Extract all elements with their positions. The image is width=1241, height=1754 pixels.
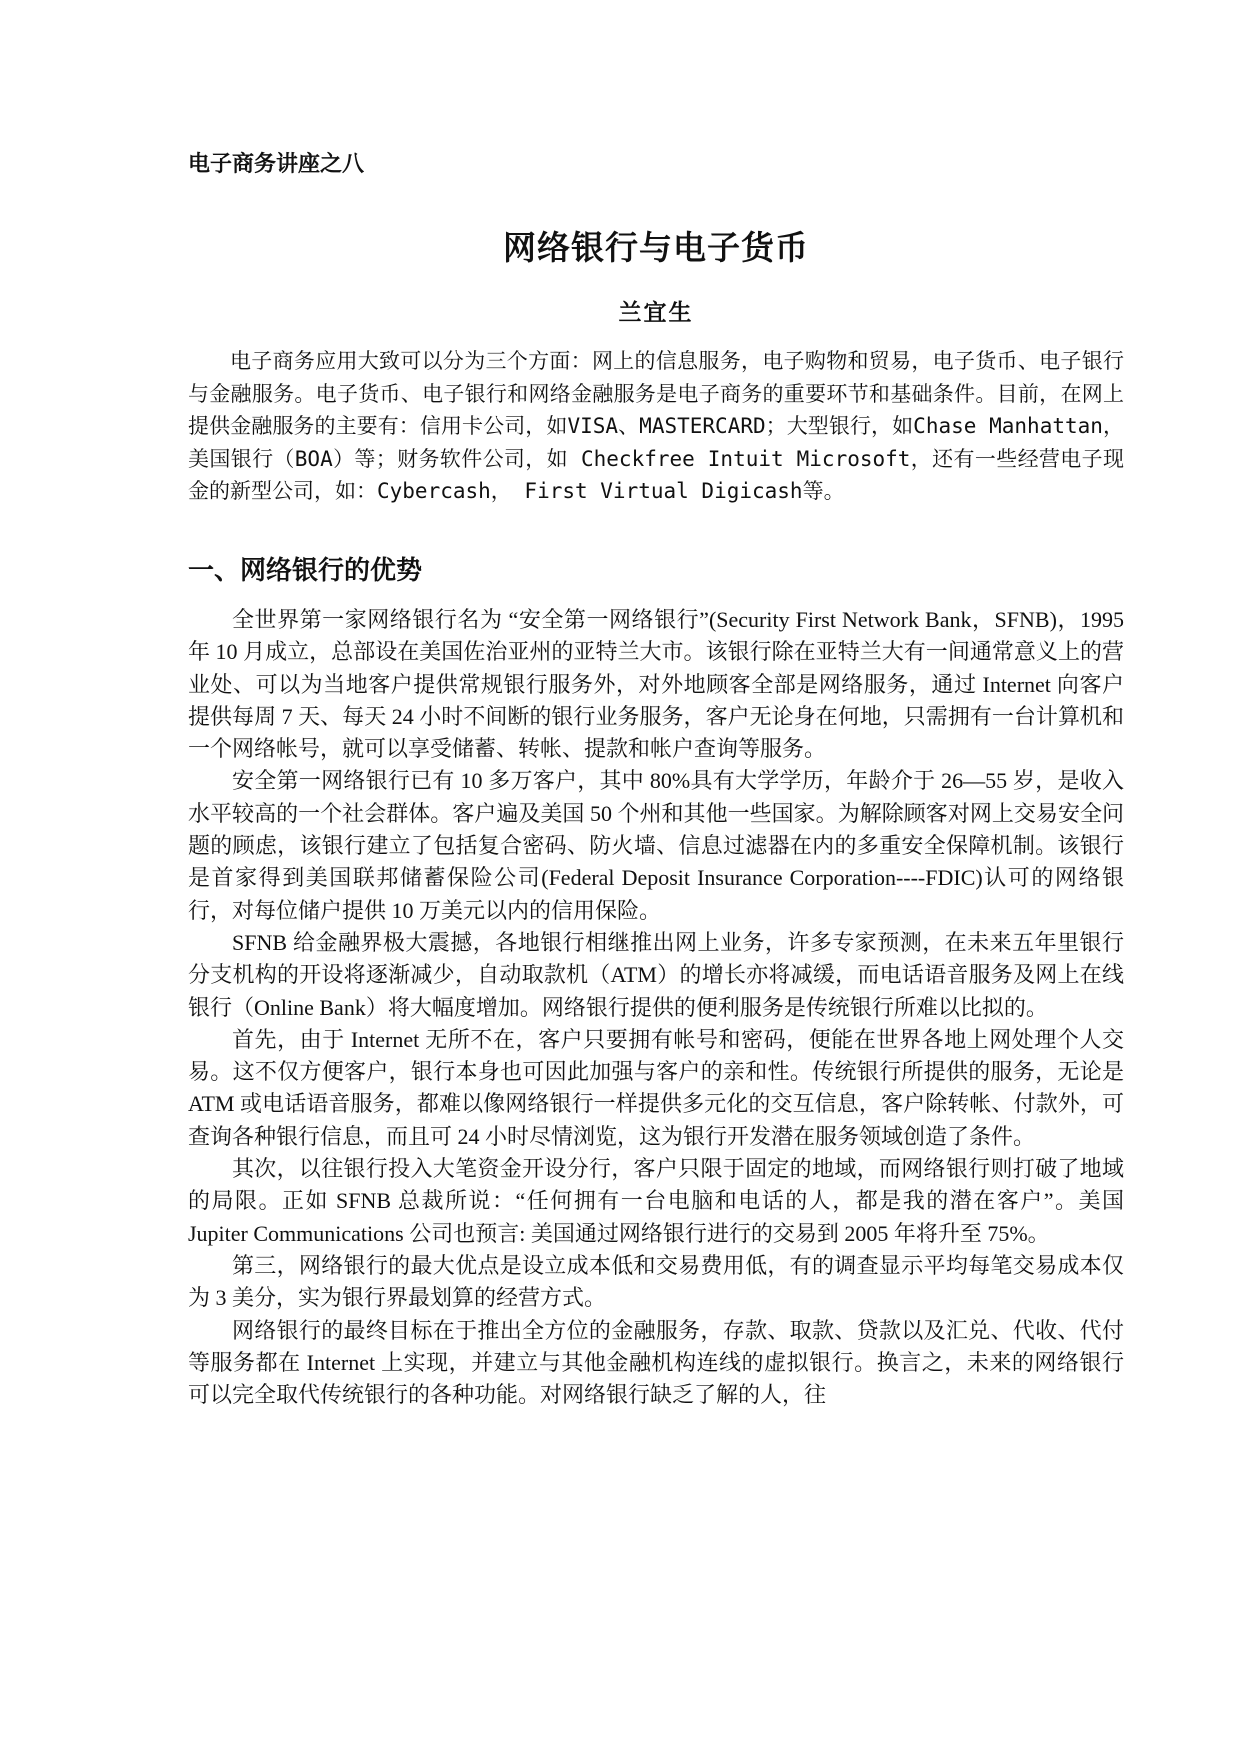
body-paragraph: 全世界第一家网络银行名为 “安全第一网络银行”(Security First Network Bank，SFNB)，1995 年 10 月成立，总部设在美国佐治亚州的亚特兰大市。该银行除在亚特兰大有一间通常意义上的营业处、可以为当地客户提供常规银行服务外，对外地顾客全部是网络服务，通过 Internet 向客户提供每周 7 天、每天 24 小时不间断的银行业务服务，客户无论身在何地，只需拥有一台计算机和一个网络帐号，就可以享受储蓄、转帐、提款和帐户查询等服务。 — [188, 607, 1124, 762]
body-paragraph: 第三，网络银行的最大优点是设立成本低和交易费用低，有的调查显示平均每笔交易成本仅为 3 美分，实为银行界最划算的经营方式。 — [188, 1252, 1124, 1311]
intro-paragraph: 电子商务应用大致可以分为三个方面：网上的信息服务，电子购物和贸易，电子货币、电子银行与金融服务。电子货币、电子银行和网络金融服务是电子商务的重要环节和基础条件。目前，在网上提供金融服务的主要有：信用卡公司，如VISA、MASTERCARD；大型银行，如Chase Manhattan，美国银行（BOA）等；财务软件公司，如 Checkfree Intuit Microsoft，还有一些经营电子现金的新型公司，如：Cybercash， First Virtual Digicash等。 — [188, 349, 1124, 503]
body-paragraph: 其次，以往银行投入大笔资金开设分行，客户只限于固定的地域，而网络银行则打破了地域的局限。正如 SFNB 总裁所说：“任何拥有一台电脑和电话的人，都是我的潜在客户”。美国 Jupiter Communications 公司也预言: 美国通过网络银行进行的交易到 2005 年将升至 75%。 — [188, 1156, 1124, 1246]
body-paragraph: 安全第一网络银行已有 10 多万客户，其中 80%具有大学学历，年龄介于 26—55 岁，是收入水平较高的一个社会群体。客户遍及美国 50 个州和其他一些国家。为解除顾客对网上交易安全问题的顾虑，该银行建立了包括复合密码、防火墙、信息过滤器在内的多重安全保障机制。该银行是首家得到美国联邦储蓄保险公司(Federal Deposit Insurance Corporation----FDIC)认可的网络银行，对每位储户提供 10 万美元以内的信用保险。 — [188, 768, 1124, 923]
body-paragraph: 网络银行的最终目标在于推出全方位的金融服务，存款、取款、贷款以及汇兑、代收、代付等服务都在 Internet 上实现，并建立与其他金融机构连线的虚拟银行。换言之，未来的网络银行可以完全取代传统银行的各种功能。对网络银行缺乏了解的人，往 — [188, 1317, 1124, 1408]
section-body — [188, 604, 1124, 1411]
document-title: 网络银行与电子货币 — [503, 228, 809, 267]
series-label: 电子商务讲座之八 — [188, 152, 365, 177]
body-paragraph: SFNB 给金融界极大震撼，各地银行相继推出网上业务，许多专家预测，在未来五年里银行分支机构的开设将逐渐减少，自动取款机（ATM）的增长亦将减缓，而电话语音服务及网上在线银行（Online Bank）将大幅度增加。网络银行提供的便利服务是传统银行所难以比拟的。 — [188, 929, 1124, 1020]
body-paragraph: 首先，由于 Internet 无所不在，客户只要拥有帐号和密码，便能在世界各地上网处理个人交易。这不仅方便客户，银行本身也可因此加强与客户的亲和性。传统银行所提供的服务，无论是 ATM 或电话语音服务，都难以像网络银行一样提供多元化的交互信息，客户除转帐、付款外，可查询各种银行信息，而且可 24 小时尽情浏览，这为银行开发潜在服务领域创造了条件。 — [188, 1026, 1124, 1149]
author-name: 兰宜生 — [618, 300, 694, 326]
section-heading: 一、网络银行的优势 — [188, 556, 423, 586]
